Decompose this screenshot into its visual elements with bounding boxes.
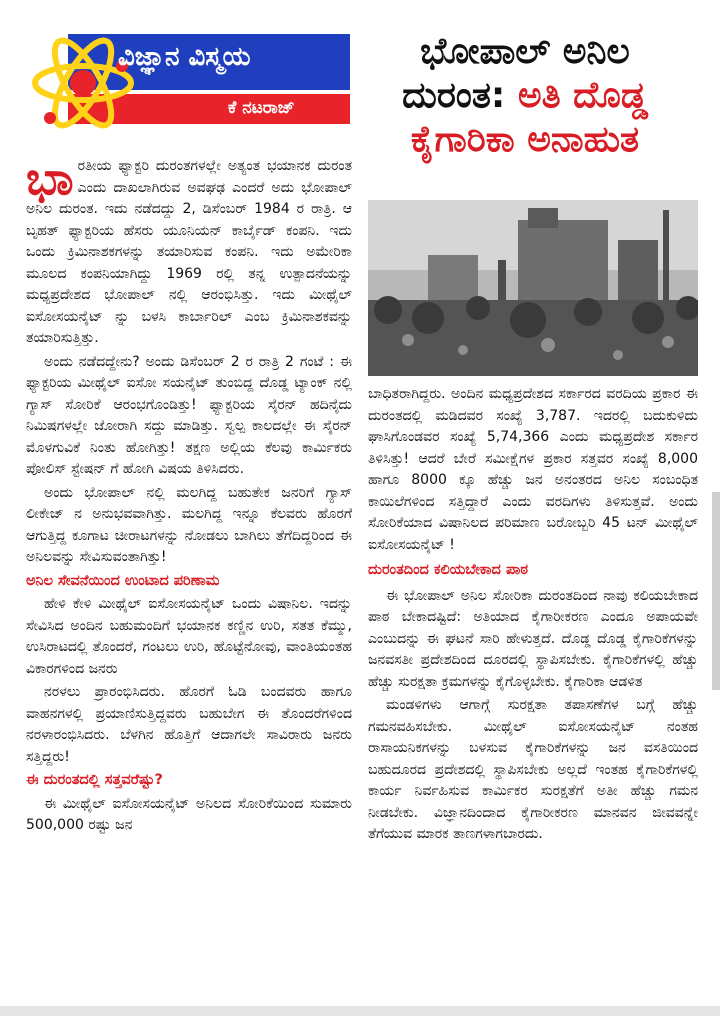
headline-line-3: ಕೈಗಾರಿಕಾ ಅನಾಹುತ bbox=[410, 119, 640, 160]
page-bottom-strip bbox=[0, 1006, 720, 1016]
paragraph: ಬಾಧಿತರಾಗಿದ್ದರು. ಅಂದಿನ ಮಧ್ಯಪ್ರದೇಶದ ಸರ್ಕಾರದ ವರದಿಯ ಪ್ರಕಾರ ಈ ದುರಂತದಲ್ಲಿ ಮಡಿದವರ ಸಂಖ್ಯೆ 3,787. ಇದರಲ್ಲಿ ಬದುಕುಳಿದು ಘಾಸಿಗೊಂಡವರ ಸಂಖ್ಯೆ 5,74,366 ಎಂದು ಮಧ್ಯಪ್ರದೇಶ ಸರ್ಕಾರ ತಿಳಿಸಿತ್ತು! ಆದರೆ ಬೇರೆ ಸಮೀಕ್ಷೆಗಳ ಪ್ರಕಾರ ಸತ್ತವರ ಸಂಖ್ಯೆ 8,000 ಹಾಗೂ 8000 ಕ್ಕೂ ಹೆಚ್ಚು ಜನ ಅನಂತರದ ಅನಿಲ ಸಂಬಂಧಿತ ಕಾಯಿಲೆಗಳಿಂದ ಸತ್ತಿದ್ದಾರೆ ಎಂದು ವರದಿಗಳು ತಿಳಿಸುತ್ತವೆ. ಅಂದು ಸೋರಿಕೆಯಾದ ವಿಷಾನಿಲದ ಪರಿಮಾಣ ಬರೋಬ್ಬರಿ 45 ಟನ್ ಮೀಥೈಲ್ ಐಸೋಸಯನೈಟ್ ! bbox=[368, 386, 698, 553]
paragraph: ಅಂದು ಭೋಪಾಲ್ ನಲ್ಲಿ ಮಲಗಿದ್ದ ಬಹುತೇಕ ಜನರಿಗೆ ಗ್ಯಾಸ್ ಲೀಕೇಜ್ ನ ಅನುಭವವಾಗಿತ್ತು. ಮಲಗಿದ್ದ ಇನ್ನೂ ಕೆಲವರು ಹೊರಗೆ ಆಗುತ್ತಿದ್ದ ಕೂಗಾಟ ಚೀರಾಟಗಳನ್ನು ನೋಡಲು ಬಾಗಿಲು ತೆಗೆದಿದ್ದರಿಂದ ಈ ಅನಿಲವನ್ನು ಸೇವಿಸುವಂತಾಗಿತ್ತು! bbox=[26, 484, 352, 565]
article-headline bbox=[360, 30, 690, 162]
subheading-effects: ಅನಿಲ ಸೇವನೆಯಿಂದ ಉಂಟಾದ ಪರಿಣಾಮ bbox=[26, 572, 220, 589]
left-column bbox=[26, 151, 352, 839]
section-title: ವಿಜ್ಞಾನ ವಿಸ್ಮಯ bbox=[118, 42, 251, 72]
page-edge-scrollbar bbox=[712, 492, 720, 690]
drop-cap: ಭಾ bbox=[26, 151, 74, 205]
headline-line-2-black: ದುರಂತ: bbox=[402, 75, 506, 116]
headline-line-2-red: ಅತಿ ದೊಡ್ಡ bbox=[505, 75, 648, 116]
subheading-deaths: ಈ ದುರಂತದಲ್ಲಿ ಸತ್ತವರೆಷ್ಟು? bbox=[26, 772, 163, 788]
paragraph: ಹೇಳಿ ಕೇಳಿ ಮೀಥೈಲ್ ಐಸೋಸಯನೈಟ್ ಒಂದು ವಿಷಾನಿಲ. ಇದನ್ನು ಸೇವಿಸಿದ ಅಂದಿನ ಬಹುಮಂದಿಗೆ ಭಯಾನಕ ಕಣ್ಣಿನ ಉರಿ, ಸತತ ಕೆಮ್ಮು, ಉಸಿರಾಟದಲ್ಲಿ ತೊಂದರೆ, ಗಂಟಲು ಉರಿ, ಹೊಟ್ಟೆನೋವು, ವಾಂತಿಯಂತಹ ವಿಕಾರಗಳಿಂದ ಜನರು bbox=[26, 596, 352, 677]
paragraph: ಈ ಭೋಪಾಲ್ ಅನಿಲ ಸೋರಿಕಾ ದುರಂತದಿಂದ ನಾವು ಕಲಿಯಬೇಕಾದ ಪಾಠ ಬೇಕಾದಷ್ಟಿದೆ: ಅತಿಯಾದ ಕೈಗಾರೀಕರಣ ಎಂದೂ ಅಪಾಯವೇ ಎಂಬುದನ್ನು ಈ ಘಟನೆ ಸಾರಿ ಹೇಳುತ್ತದೆ. ದೊಡ್ಡ ದೊಡ್ಡ ಕೈಗಾರಿಕೆಗಳನ್ನು ಜನವಸತೀ ಪ್ರದೇಶದಿಂದ ದೂರದಲ್ಲಿ ಸ್ಥಾಪಿಸಬೇಕು. ಕೈಗಾರಿಕೆಗಳಲ್ಲಿ ಹೆಚ್ಚು ಹೆಚ್ಚು ಸುರಕ್ಷತಾ ಕ್ರಮಗಳನ್ನು ಕೈಗೊಳ್ಳಬೇಕು. ಕೈಗಾರಿಕಾ ಆಡಳಿತ bbox=[368, 587, 698, 690]
right-column bbox=[368, 384, 698, 848]
headline-line-1: ಭೋಪಾಲ್ ಅನಿಲ bbox=[420, 31, 630, 72]
paragraph: ಈ ಮೀಥೈಲ್ ಐಸೋಸಯನೈಟ್ ಅನಿಲದ ಸೋರಿಕೆಯಿಂದ ಸುಮಾರು 500,000 ರಷ್ಟು ಜನ bbox=[26, 795, 352, 833]
factory-photo bbox=[368, 200, 698, 376]
subheading-lessons: ದುರಂತದಿಂದ ಕಲಿಯಬೇಕಾದ ಪಾಠ bbox=[368, 562, 529, 578]
headline-line-2 bbox=[360, 74, 690, 118]
paragraph: ರತೀಯ ಫ್ಯಾಕ್ಟರಿ ದುರಂತಗಳಲ್ಲೇ ಅತ್ಯಂತ ಭಯಾನಕ ದುರಂತ ಎಂದು ದಾಖಲಾಗಿರುವ ಅವಘಢ ಎಂದರೆ ಅದು ಭೋಪಾಲ್ ಅನಿಲ ದುರಂತ. ಇದು ನಡೆದದ್ದು 2, ಡಿಸೆಂಬರ್ 1984 ರ ರಾತ್ರಿ. ಆ ಬೃಹತ್ ಫ್ಯಾಕ್ಟರಿಯ ಹೆಸರು ಯೂನಿಯನ್ ಕಾರ್ಬೈಡ್ ಕಂಪನಿ. ಇದು ಒಂದು ಕ್ರಿಮಿನಾಶಕಗಳನ್ನು ತಯಾರಿಸುವ ಕಂಪನಿ. ಇದು ಅಮೇರಿಕಾ ಮೂಲದ ಕಂಪನಿಯಾಗಿದ್ದು 1969 ರಲ್ಲಿ ತನ್ನ ಉತ್ಪಾದನೆಯನ್ನು ಮಧ್ಯಪ್ರದೇಶದ ಭೋಪಾಲ್ ನಲ್ಲಿ ಆರಂಭಿಸಿತ್ತು. ಇದು ಮೀಥೈಲ್ ಐಸೋಸಯನೈಟ್ ನ್ನು ಬಳಸಿ ಕಾರ್ಬಾರಿಲ್ ಎಂಬ ಕ್ರಿಮಿನಾಶಕವನ್ನು ತಯಾರಿಸುತ್ತಿತ್ತು. bbox=[26, 158, 352, 346]
author-name: ಕೆ ನಟರಾಜ್ bbox=[228, 98, 295, 118]
paragraph: ನರಳಲು ಪ್ರಾರಂಭಿಸಿದರು. ಹೊರಗೆ ಓಡಿ ಬಂದವರು ಹಾಗೂ ವಾಹನಗಳಲ್ಲಿ ಪ್ರಯಾಣಿಸುತ್ತಿದ್ದವರು ಬಹುಬೇಗ ಈ ತೊಂದರೆಗಳಿಂದ ನರಳಾರಂಭಿಸಿದರು. ಬೆಳಗಿನ ಹೊತ್ತಿಗೆ ಆದಾಗಲೇ ಸಾವಿರಾರು ಜನರು ಸತ್ತಿದ್ದರು! bbox=[26, 684, 352, 765]
factory-illustration bbox=[368, 200, 698, 376]
paragraph: ಅಂದು ನಡೆದದ್ದೇನು? ಅಂದು ಡಿಸೆಂಬರ್ 2 ರ ರಾತ್ರಿ 2 ಗಂಟೆ : ಈ ಫ್ಯಾಕ್ಟರಿಯ ಮೀಥೈಲ್ ಐಸೋ ಸಯನೈಟ್ ತುಂಬಿದ್ದ ದೊಡ್ಡ ಟ್ಯಾಂಕ್ ನಲ್ಲಿ ಗ್ಯಾಸ್ ಸೋರಿಕೆ ಆರಂಭಗೊಂಡಿತ್ತು! ಫ್ಯಾಕ್ಟರಿಯ ಸೈರನ್ ಹದಿನೈದು ನಿಮಿಷಗಳಲ್ಲೇ ಜೋರಾಗಿ ಸದ್ದು ಮಾಡಿತ್ತು. ಸ್ವಲ್ಪ ಕಾಲದಲ್ಲೇ ಈ ಸೈರನ್ ಮೊಳಗುವಿಕೆ ನಿಂತು ಹೋಗಿತ್ತು! ತಕ್ಷಣ ಅಲ್ಲಿಯ ಕೆಲವು ಕಾರ್ಮಿಕರು ಪೋಲಿಸ್ ಸ್ಟೇಷನ್ ಗೆ ಹೋಗಿ ವಿಷಯ ತಿಳಿಸಿದರು. bbox=[26, 353, 352, 477]
paragraph: ಮಂಡಳಿಗಳು ಆಗಾಗ್ಗೆ ಸುರಕ್ಷತಾ ತಪಾಸಣೆಗಳ ಬಗ್ಗೆ ಹೆಚ್ಚು ಗಮನವಹಿಸಬೇಕು. ಮೀಥೈಲ್ ಐಸೋಸಯನೈಟ್ ನಂತಹ ರಾಸಾಯನಿಕಗಳನ್ನು ಬಳಸುವ ಕೈಗಾರಿಕೆಗಳನ್ನು ಜನ ವಸತಿಯಿಂದ ಬಹುದೂರದ ಪ್ರದೇಶದಲ್ಲಿ ಸ್ಥಾಪಿಸಬೇಕು ಅಲ್ಲದೆ ಇಂತಹ ಕೈಗಾರಿಕೆಗಳಲ್ಲಿ ಕಾರ್ಯ ನಿರ್ವಹಿಸುವ ಕಾರ್ಮಿಕರ ಸುರಕ್ಷತೆಗೆ ಅತೀ ಹೆಚ್ಚು ಗಮನ ನೀಡಬೇಕು. ವಿಜ್ಞಾನದಿಂದಾದ ಕೈಗಾರೀಕರಣ ಮಾನವನ ಜೀವವನ್ನೇ ತೆಗೆಯುವ ಮಾರಕ ತಾಣಗಳಾಗಬಾರದು. bbox=[368, 697, 698, 842]
section-masthead bbox=[28, 28, 350, 146]
